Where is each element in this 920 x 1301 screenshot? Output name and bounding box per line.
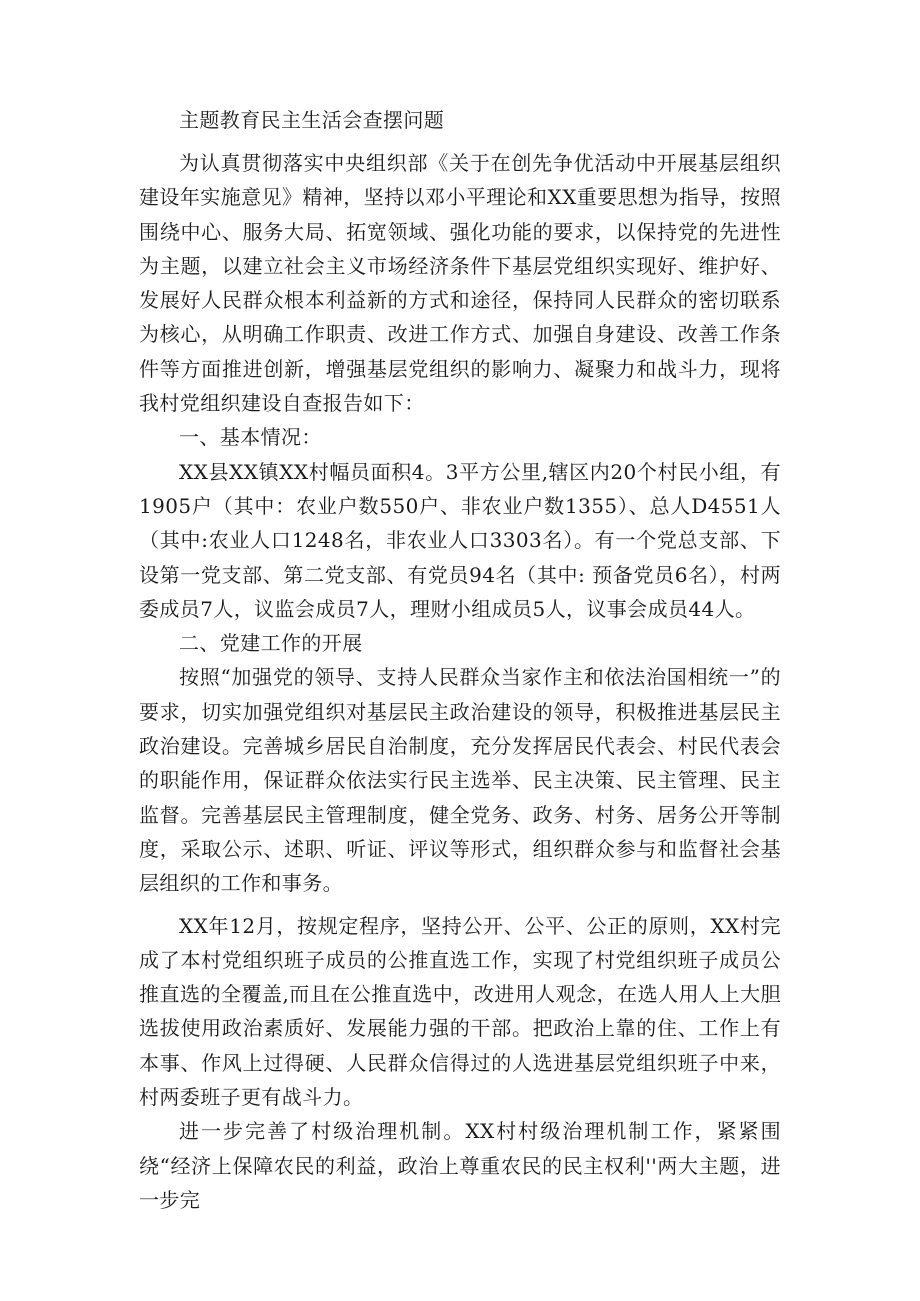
- section-heading-party-building: 二、党建工作的开展: [179, 631, 363, 656]
- election-paragraph: XX年12月，按规定程序，坚持公开、公平、公正的原则，XX村完成了本村党组织班子成员的公推直选工作，实现了村党组织班子成员公推直选的全覆盖,而且在公推直选中，改进用人观念，在选人用人上大胆选拔使用政治素质好、发展能力强的干部。把政治上靠的住、工作上有本事、作风上过得硬、人民群众信得过的人选进基层党组织班子中来，村两委班子更有战斗力。: [139, 913, 781, 1110]
- basic-situation-paragraph: XX县XX镇XX村幅员面积4。3平方公里,辖区内20个村民小组，有1905户（其中：农业户数550户、非农业户数1355）、总人D4551人（其中:农业人口1248名，非农业人口3303名）。有一个党总支部、下设第一党支部、第二党支部、有党员94名（其中: 预备党员6名），村两委成员7人，议监会成员7人，理财小组成员5人，议事会成员44人。: [139, 459, 781, 621]
- party-building-paragraph: 按照“加强党的领导、支持人民群众当家作主和依法治国相统一”的要求，切实加强党组织对基层民主政治建设的领导，积极推进基层民主政治建设。完善城乡居民自治制度，充分发挥居民代表会、村民代表会的职能作用，保证群众依法实行民主选举、民主决策、民主管理、民主监督。完善基层民主管理制度，健全党务、政务、村务、居务公开等制度，采取公示、述职、听证、评议等形式，组织群众参与和监督社会基层组织的工作和事务。: [139, 665, 781, 896]
- document-title: 主题教育民主生活会查摆问题: [179, 108, 445, 132]
- section-heading-basic-situation: 一、基本情况：: [179, 425, 322, 450]
- document-body: [139, 100, 781, 1217]
- governance-paragraph: 进一步完善了村级治理机制。XX村村级治理机制工作，紧紧围绕“经济上保障农民的利益，政治上尊重农民的民主权利''两大主题，进一步完: [139, 1119, 781, 1212]
- intro-paragraph: 为认真贯彻落实中央组织部《关于在创先争优活动中开展基层组织建设年实施意见》精神，坚持以邓小平理论和XX重要思想为指导，按照围绕中心、服务大局、拓宽领域、强化功能的要求，以保持党的先进性为主题，以建立社会主义市场经济条件下基层党组织实现好、维护好、发展好人民群众根本利益新的方式和途径，保持同人民群众的密切联系为核心，从明确工作职责、改进工作方式、加强自身建设、改善工作条件等方面推进创新，增强基层党组织的影响力、凝聚力和战斗力，现将我村党组织建设自查报告如下：: [139, 151, 781, 416]
